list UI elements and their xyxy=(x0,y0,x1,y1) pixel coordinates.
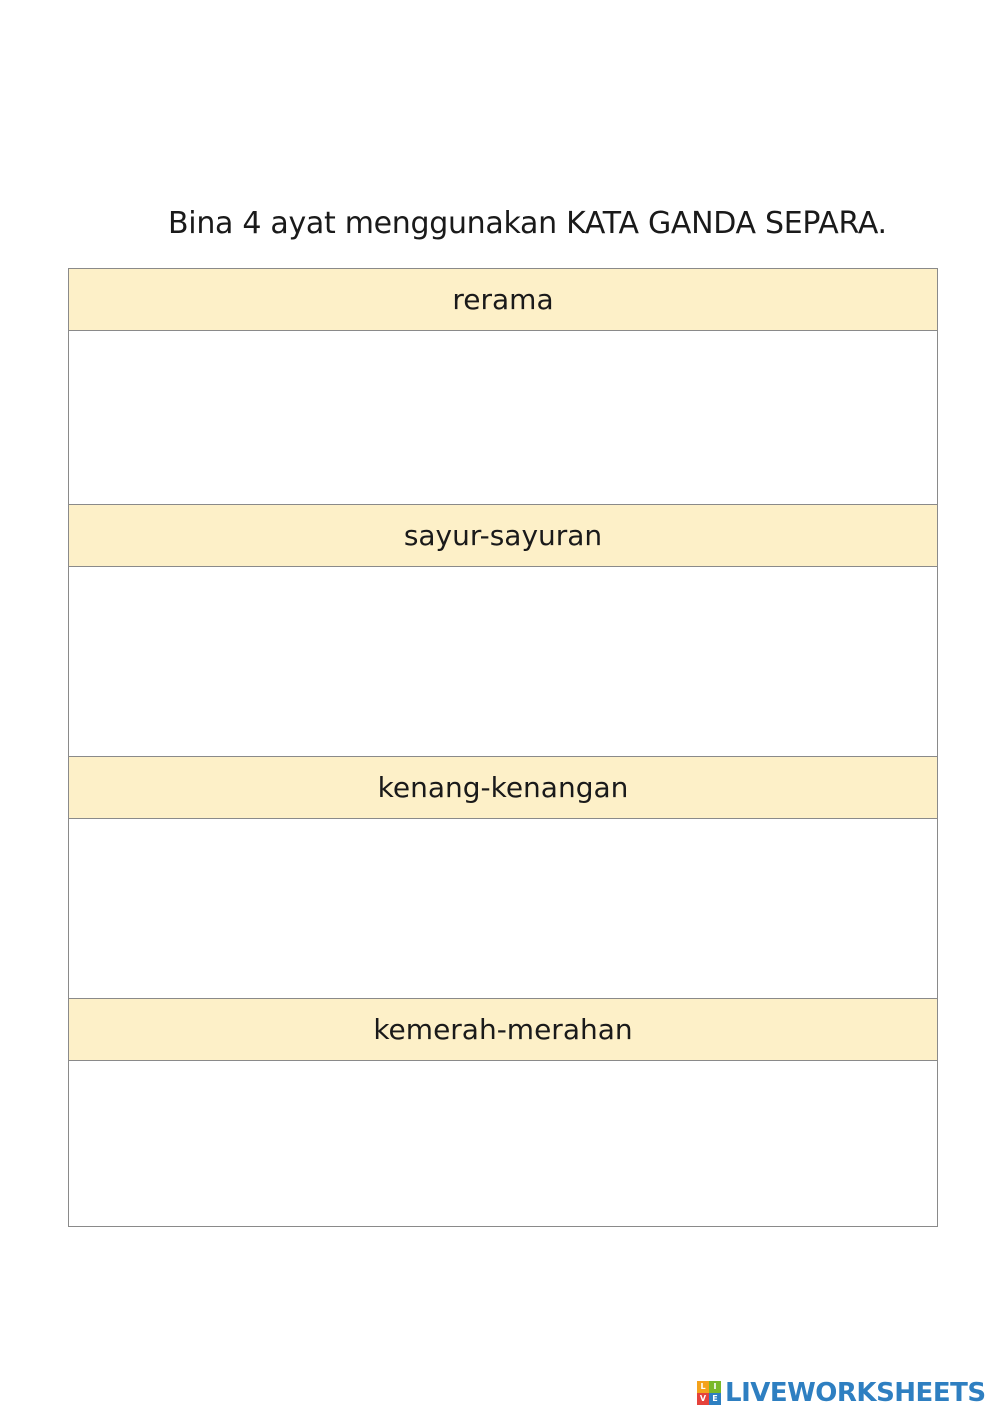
answer-field-3[interactable] xyxy=(69,819,937,999)
liveworksheets-logo-icon xyxy=(697,1381,721,1405)
brand-name: LIVEWORKSHEETS xyxy=(725,1378,986,1408)
answer-field-1[interactable] xyxy=(69,331,937,505)
instruction-text: Bina 4 ayat menggunakan KATA GANDA SEPARA. xyxy=(168,206,887,241)
answer-field-4[interactable] xyxy=(69,1061,937,1226)
word-header-3: kenang-kenangan xyxy=(69,757,937,819)
answer-field-2[interactable] xyxy=(69,567,937,757)
sentence-table xyxy=(68,268,938,1227)
liveworksheets-brand xyxy=(697,1378,986,1408)
logo-letter-v: V xyxy=(697,1393,709,1405)
logo-letter-e: E xyxy=(709,1393,721,1405)
word-header-4: kemerah-merahan xyxy=(69,999,937,1061)
logo-letter-l: L xyxy=(697,1381,709,1393)
logo-letter-i: I xyxy=(709,1381,721,1393)
word-header-2: sayur-sayuran xyxy=(69,505,937,567)
word-header-1: rerama xyxy=(69,269,937,331)
